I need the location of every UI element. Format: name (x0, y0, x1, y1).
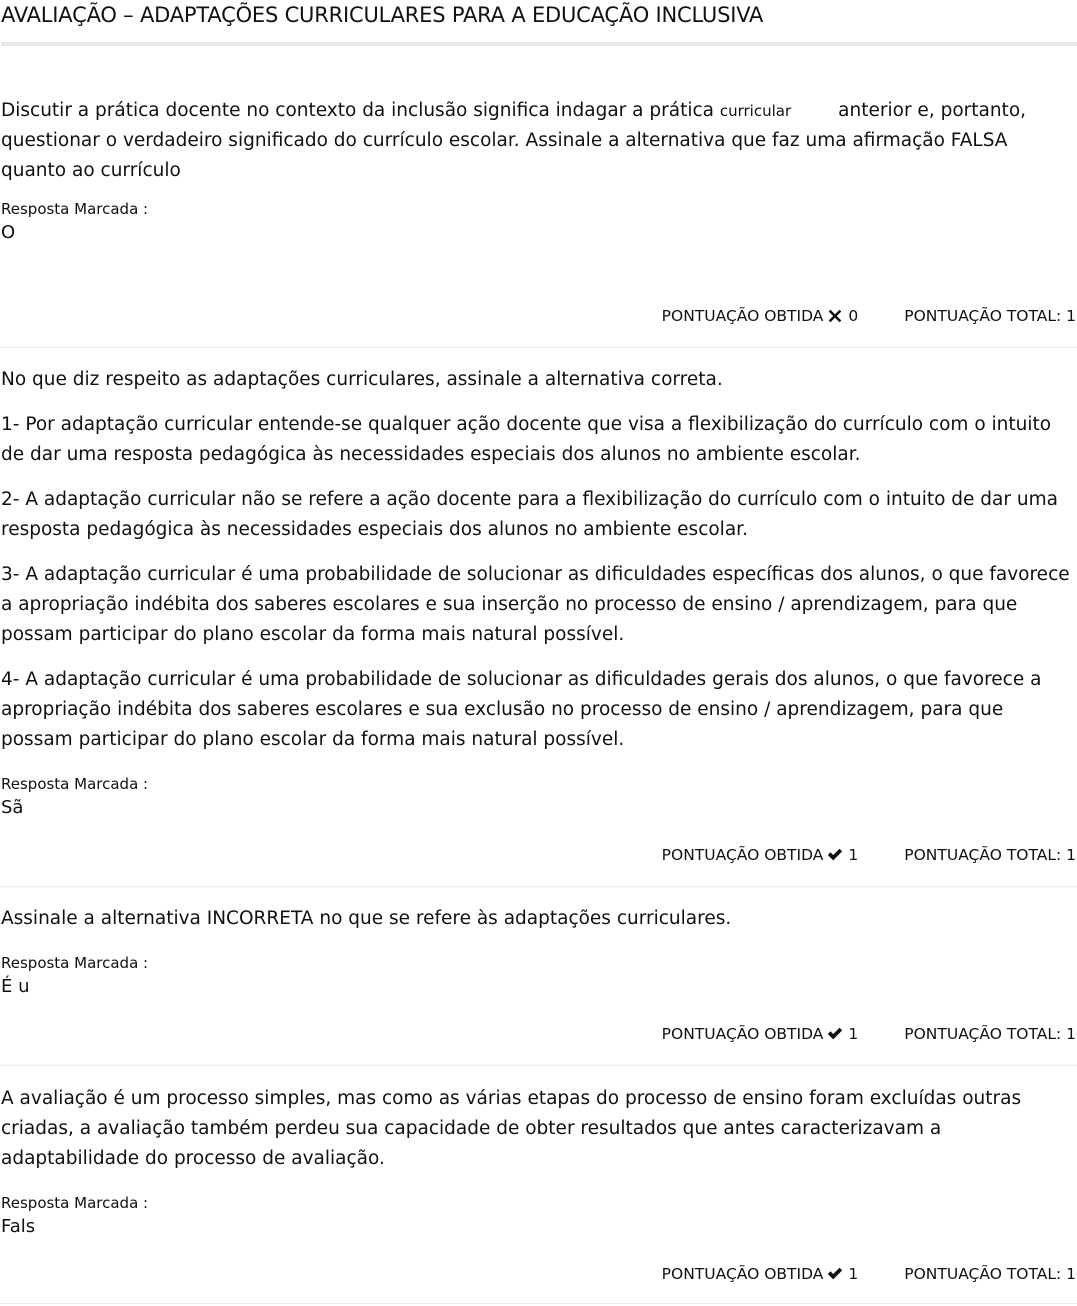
question-3-text: Assinale a alternativa INCORRETA no que se refere às adaptações curriculares. (1, 908, 732, 929)
score-obtained-label: PONTUAÇÃO OBTIDA (661, 1265, 824, 1283)
question-divider (0, 347, 1077, 348)
score-total: PONTUAÇÃO TOTAL: 1 (904, 1265, 1076, 1283)
score-obtained (662, 844, 859, 866)
question-divider (0, 1065, 1077, 1066)
score-row-3 (662, 1023, 1076, 1045)
question-3 (1, 904, 1077, 1000)
check-icon (826, 846, 844, 864)
question-2-item-2: 2- A adaptação curricular não se refere a ação docente para a flexibilização do currículo com o intuito de dar uma resposta pedagógica às necessidades especiais dos alunos no ambiente escolar. (1, 489, 1058, 540)
score-obtained-value: 1 (848, 1265, 859, 1283)
question-2-item-4: 4- A adaptação curricular é uma probabilidade de solucionar as dificuldades gerais dos alunos, o que favorece a apropriação indébita dos saberes escolares e sua exclusão no processo de ensino / aprendizagem, para que possam participar do plano escolar da forma mais natural possível. (1, 669, 1042, 750)
question-4-text: A avaliação é um processo simples, mas como as várias etapas do processo de ensino foram excluídas outras criadas, a avaliação também perdeu sua capacidade de obter resultados que antes caracterizavam a adaptabilidade do processo de avaliação. (1, 1088, 1022, 1169)
score-row-2 (662, 844, 1076, 866)
score-obtained-value: 1 (848, 1025, 859, 1043)
score-obtained (662, 1023, 859, 1045)
question-divider (0, 1303, 1077, 1304)
score-obtained-value: 1 (848, 846, 859, 864)
answer-label: Resposta Marcada : (1, 1194, 149, 1212)
score-obtained (662, 305, 859, 327)
answer-value: É u (1, 976, 30, 997)
score-obtained-label: PONTUAÇÃO OBTIDA (661, 307, 824, 325)
answer-label: Resposta Marcada : (1, 200, 149, 218)
answer-value: O (1, 222, 16, 243)
score-obtained-label: PONTUAÇÃO OBTIDA (661, 1025, 824, 1043)
question-1-text-part1: Discutir a prática docente no contexto da inclusão significa indagar a prática (1, 100, 720, 121)
question-2-item-1: 1- Por adaptação curricular entende-se qualquer ação docente que visa a flexibilização do currículo com o intuito de dar uma resposta pedagógica às necessidades especiais dos alunos no ambiente escolar. (1, 414, 1052, 465)
page-title-text: AVALIAÇÃO – ADAPTAÇÕES CURRICULARES PARA A EDUCAÇÃO INCLUSIVA (1, 3, 764, 27)
answer-label: Resposta Marcada : (1, 954, 149, 972)
score-row-1 (662, 305, 1076, 327)
question-2 (1, 365, 1077, 821)
score-total: PONTUAÇÃO TOTAL: 1 (904, 846, 1076, 864)
x-icon (826, 307, 844, 325)
question-1 (1, 96, 1077, 246)
score-row-4 (662, 1263, 1076, 1285)
score-total: PONTUAÇÃO TOTAL: 1 (904, 1025, 1076, 1043)
question-1-text (1, 96, 1077, 186)
answer-value: Sã (1, 797, 24, 818)
answer-label: Resposta Marcada : (1, 775, 149, 793)
answer-value: Fals (1, 1216, 36, 1237)
question-1-text-part2: anterior e, portanto, questionar o verdadeiro significado do currículo escolar. Assinale a alternativa que faz uma afirmação FALSA quanto ao currículo (1, 100, 1032, 181)
score-obtained-label: PONTUAÇÃO OBTIDA (661, 846, 824, 864)
check-icon (826, 1025, 844, 1043)
question-2-item-3: 3- A adaptação curricular é uma probabilidade de solucionar as dificuldades específicas dos alunos, o que favorece a apropriação indébita dos saberes escolares e sua inserção no processo de ensino / aprendizagem, para que possam participar do plano escolar da forma mais natural possível. (1, 564, 1070, 645)
score-total: PONTUAÇÃO TOTAL: 1 (904, 307, 1076, 325)
score-obtained-value: 0 (848, 307, 859, 325)
question-2-intro: No que diz respeito as adaptações curriculares, assinale a alternativa correta. (1, 369, 723, 390)
score-obtained (662, 1263, 859, 1285)
page-title (1, 0, 1077, 46)
question-4 (1, 1084, 1077, 1240)
question-1-text-small: curricular (719, 102, 792, 120)
question-divider (0, 886, 1077, 887)
check-icon (826, 1265, 844, 1283)
